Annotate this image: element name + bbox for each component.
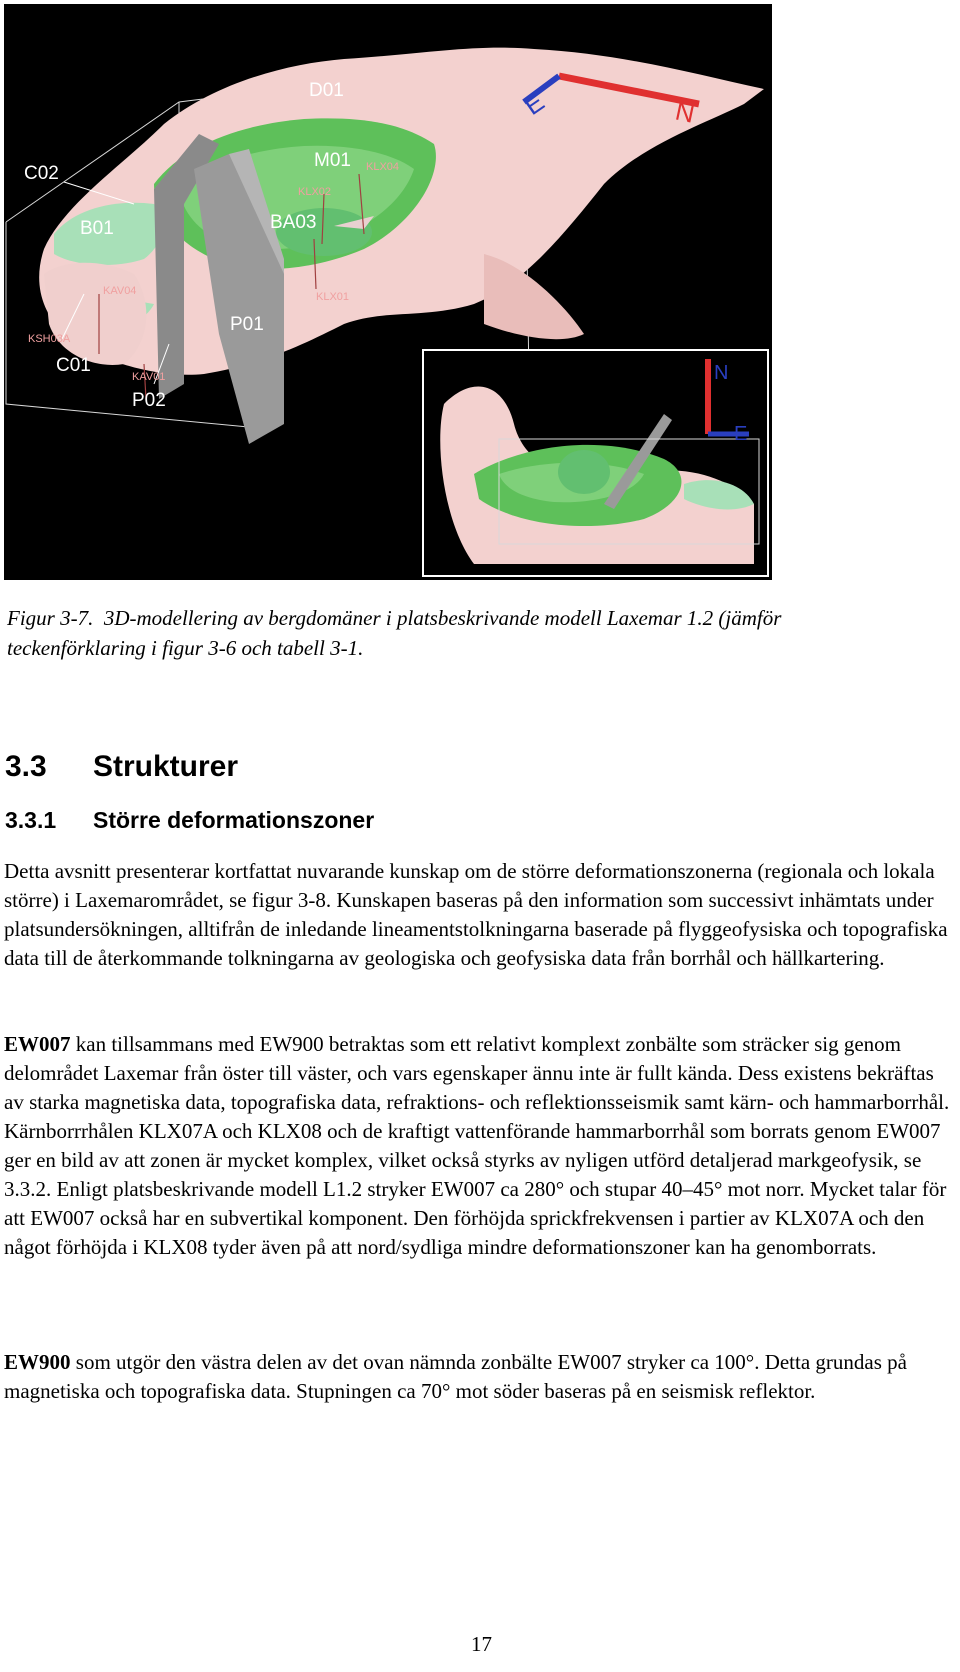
label-p01: P01 (230, 314, 264, 335)
paragraph-ew900 (4, 1348, 954, 1406)
label-ba03: BA03 (270, 212, 317, 233)
figure-caption (7, 603, 907, 663)
label-p02: P02 (132, 390, 166, 411)
label-c02: C02 (24, 163, 59, 184)
paragraph-ew007-text: kan tillsammans med EW900 betraktas som ett relativt komplext zonbälte som sträcker sig genom delområdet Laxemar från öster till väster, och vars egenskaper ännu inte är fullt kända. Dess existens bekräftas av starka magnetiska data, topografiska data, refraktions- och reflektionsseismik samt kärn- och hammarborrhål. Kärnborrrhålen KLX07A och KLX08 och de kraftigt vattenförande hammarborrhål som borrats genom EW007 ger en bild av att zonen är mycket komplex, vilket också styrks av nyligen utförd detaljerad markgeofysik, se 3.3.2. Enligt platsbeskrivande modell L1.2 stryker EW007 ca 280° och stupar 40–45° mot norr. Mycket talar för att EW007 också har en subvertikal komponent. Den förhöjda sprickfrekvensen i partier av KLX07A och den något förhöjda i KLX08 tyder även på att nord/sydliga mindre deformationszoner kan ha genomborrats. (4, 1032, 950, 1259)
label-kav01: KAV01 (132, 371, 166, 383)
paragraph-intro: Detta avsnitt presenterar kortfattat nuvarande kunskap om de större deformationszonerna (regionala och lokala större) i Laxemarområdet, se figur 3-8. Kunskapen baseras på den information som successivt inhämtats under platsundersökningen, alltifrån de inledande lineamentstolkningarna baserade på flyggeofysiska och topografiska data till de återkommande tolkningarna av geologiska och geofysiska data från borrhål och hällkartering. (4, 859, 948, 970)
compass-east-label: E (518, 86, 550, 121)
caption-text: 3D-modellering av bergdomäner i platsbeskrivande modell Laxemar 1.2 (jämför teckenförklaring i figur 3-6 och tabell 3-1. (7, 606, 782, 660)
subsection-heading (5, 807, 374, 834)
page-number: 17 (471, 1632, 492, 1656)
paragraph-ew900-text: som utgör den västra delen av det ovan nämnda zonbälte EW007 stryker ca 100°. Detta grundas på magnetiska och topografiska data. Stupningen ca 70° mot söder baseras på en seismisk reflektor. (4, 1350, 907, 1403)
section-heading (5, 750, 238, 784)
section-number: 3.3 (5, 750, 47, 783)
label-c01: C01 (56, 355, 91, 376)
label-klx04: KLX04 (366, 161, 400, 173)
subsection-title: Större deformationszoner (93, 807, 375, 833)
term-ew007: EW007 (4, 1032, 71, 1056)
compass-north-label: N (672, 95, 698, 129)
label-d01: D01 (309, 80, 344, 101)
inset-view (423, 350, 768, 576)
section-title: Strukturer (93, 750, 239, 783)
term-ew900: EW900 (4, 1350, 71, 1374)
inset-east-label: E (734, 423, 748, 445)
label-kav04: KAV04 (103, 285, 137, 297)
label-b01: B01 (80, 218, 114, 239)
label-m01: M01 (314, 150, 351, 171)
paragraph-ew007 (4, 1030, 954, 1262)
label-klx01: KLX01 (316, 291, 350, 303)
inset-north-label: N (714, 362, 729, 384)
subsection-number: 3.3.1 (5, 807, 57, 833)
label-klx02: KLX02 (298, 186, 332, 198)
label-ksh03a: KSH03A (28, 333, 71, 345)
3d-model-figure (4, 4, 772, 580)
caption-prefix: Figur 3-7. (7, 606, 94, 630)
